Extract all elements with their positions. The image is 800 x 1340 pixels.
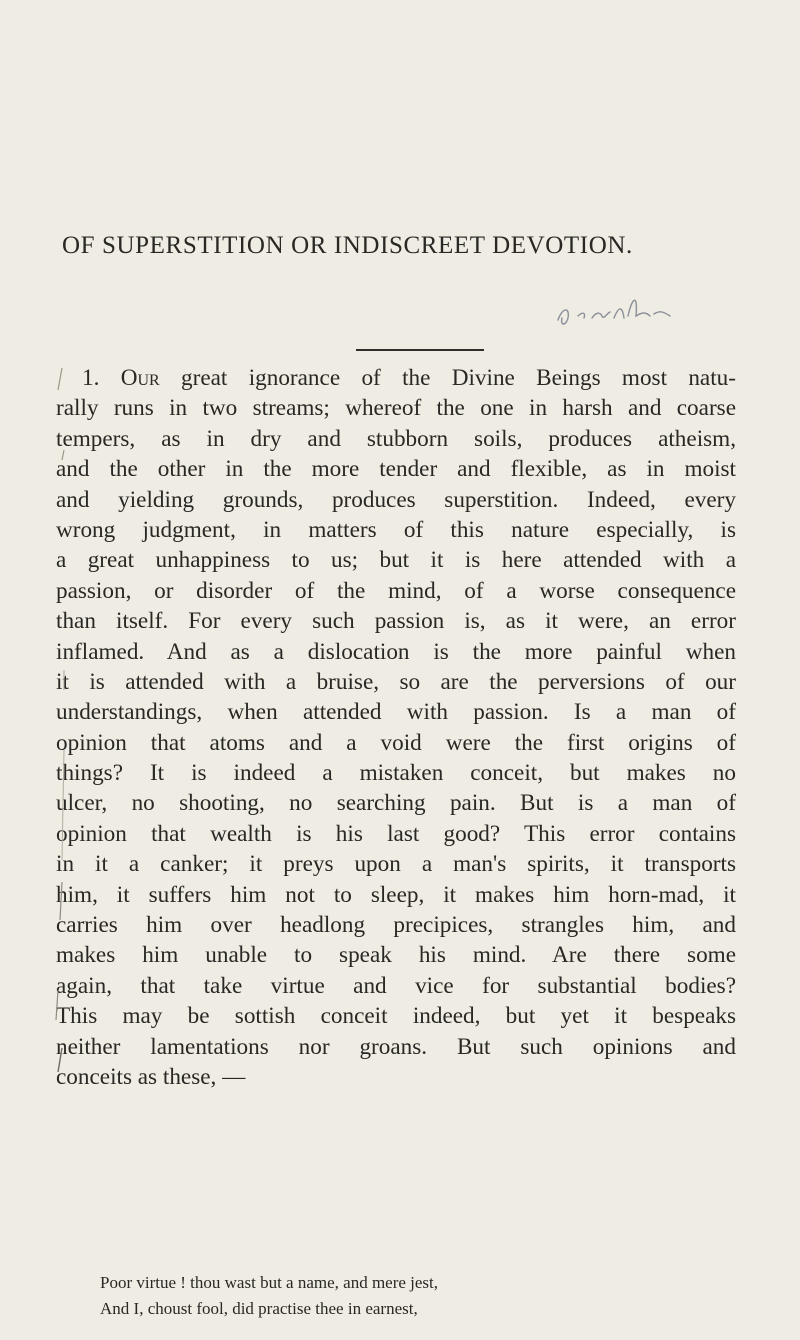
text-line: inflamed. And as a dislocation is the more painful when (56, 638, 736, 665)
verse-line: Poor virtue ! thou wast but a name, and mere jest, (100, 1273, 439, 1292)
text-line: opinion that wealth is his last good? This error contains (56, 820, 736, 847)
text-line: tempers, as in dry and stubborn soils, produces atheism, (56, 425, 736, 452)
text-line: neither lamentations nor groans. But such opinions and (56, 1033, 736, 1060)
text-line: him, it suffers him not to sleep, it makes him horn-mad, it (56, 881, 736, 908)
margin-pencil-marks (0, 360, 70, 1340)
text-line: conceits as these, — (56, 1063, 246, 1090)
text-line: in it a canker; it preys upon a man's spirits, it transports (56, 851, 736, 878)
section-number: 1. (82, 365, 100, 391)
verse-line: And I, choust fool, did practise thee in earnest, (100, 1299, 418, 1318)
text-line: again, that take virtue and vice for substantial bodies? (56, 972, 736, 999)
text-line: than itself. For every such passion is, as it were, an error (56, 608, 736, 635)
text-line: a great unhappiness to us; but it is here attended with a (56, 547, 736, 574)
text-line: rally runs in two streams; whereof the one in harsh and coarse (56, 395, 736, 422)
text-line: and the other in the more tender and flexible, as in moist (56, 456, 736, 483)
text-line: ulcer, no shooting, no searching pain. But is a man of (56, 790, 736, 817)
text-line: understandings, when attended with passion. Is a man of (56, 699, 736, 726)
body-paragraph (56, 363, 736, 1092)
text-line: carries him over headlong precipices, strangles him, and (56, 912, 736, 939)
handwritten-signature (552, 278, 682, 338)
text-line: and yielding grounds, produces superstition. Indeed, every (56, 486, 736, 513)
verse-quote (100, 1270, 660, 1322)
text-line: wrong judgment, in matters of this nature especially, is (56, 516, 736, 543)
text-line: This may be sottish conceit indeed, but yet it bespeaks (56, 1003, 736, 1030)
text-line: opinion that atoms and a void were the first origins of (56, 729, 736, 756)
title-divider (356, 349, 484, 351)
text-line: it is attended with a bruise, so are the perversions of our (56, 668, 736, 695)
page-title: OF SUPERSTITION OR INDISCREET DEVOTION. (62, 232, 633, 259)
first-line-rest: great ignorance of the Divine Beings most natu- (159, 365, 736, 391)
text-line: makes him unable to speak his mind. Are there some (56, 942, 736, 969)
text-line: things? It is indeed a mistaken conceit, but makes no (56, 760, 736, 787)
text-line: passion, or disorder of the mind, of a worse consequence (56, 577, 736, 604)
first-word: Our (120, 365, 160, 391)
paragraph-first-line (56, 363, 736, 393)
